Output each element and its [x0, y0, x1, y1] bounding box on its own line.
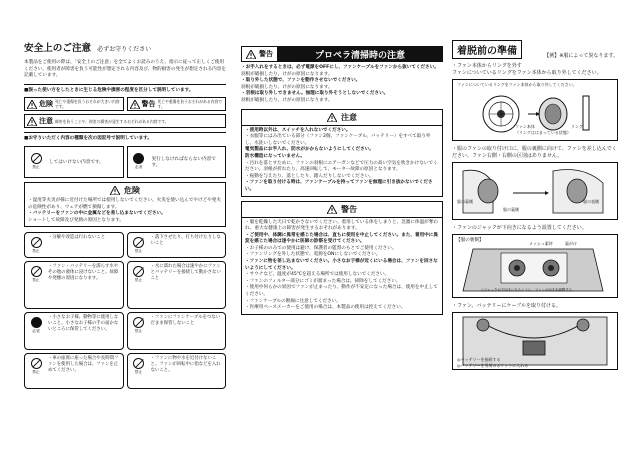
warning-line: ・ご使用中、体調に異常を感じた場合は、直ちに使用を中止してください。また、着用中に異変を感じた場合は速やかに医師の診察を受けてください。	[245, 232, 438, 245]
must-icon: 必須	[130, 153, 148, 170]
warn-line: ・お手入れをするときは、必ず電源をOFFにし、ファンケーブルをファンから抜いてください。	[241, 65, 439, 70]
jack-figure	[452, 234, 618, 298]
caution-box-title: 注意	[242, 110, 442, 126]
prep-title: 着脱前の準備	[452, 40, 522, 59]
warning-line: ・ファンのフィルター部分にゴミが溜まった場合は、掃除をしてください。	[245, 278, 401, 284]
prohibit-icon: 禁止	[27, 358, 45, 375]
fig-caption: リング	[571, 124, 583, 129]
warning-triangle-icon	[246, 50, 256, 59]
cable-figure	[452, 312, 618, 370]
fig-caption: 裏がけ	[565, 241, 577, 246]
rule-cell: 禁止 ・車の座席に座った場合や長時間ファンを使用した場合は、ファンを止めてください。	[24, 353, 124, 389]
rules-grid	[24, 232, 226, 389]
prohibit-icon: 禁止	[27, 266, 45, 283]
step-cable: ・ファン、バッテリーにケーブルを取り付ける。	[452, 303, 562, 309]
step-ring: ・ファン本体からリングを外す ファンについているリングをファン本体から取り外してください。	[452, 63, 602, 76]
caution-box	[241, 109, 443, 197]
rule-cell: 禁止 ・分解や改造は行わないこと	[24, 232, 124, 258]
warning-line: ・ファンに物を差し込まないでください。小さなお子様が近くにいる場合は、ファンを回さないようにしてください。	[245, 259, 438, 271]
rule-cell: 禁止 ・ファンにファンケーブルをつないだまま保管しないこと	[127, 312, 227, 350]
caution-label: 注意	[39, 117, 53, 126]
warning-label: 警告	[141, 100, 156, 109]
prep-note: 【例】※服によって異なります。	[544, 53, 618, 59]
danger-box-text: ・バッテリーをファンの中に金属などを差し込まないでください。	[28, 211, 166, 217]
caution-level	[24, 114, 226, 128]
warning-triangle-icon	[327, 205, 337, 214]
propeller-column	[241, 46, 443, 315]
danger-box	[24, 182, 226, 227]
rule-cell: 禁止 ・ファンに物や水を近付けないこと。ファンが回転中に指などを入れないこと。	[127, 353, 227, 389]
safety-intro: 本製品をご使用の際は、「安全上のご注意」を全てよくお読みのうえ、指示に従って正しくご使用ください。使用者が障害を負う可能性が想定される内容及び、物的損害の発生が想定される内容を記載しています。	[24, 60, 226, 79]
fig-caption: （リングははまっている状態）	[515, 130, 571, 135]
rule-cell: 禁止 ・水に濡れた場合は速やかにファンとバッテリーを接続して動かさないこと	[127, 261, 227, 309]
danger-label: 危険	[39, 100, 53, 109]
danger-box-title: 危険	[25, 183, 225, 198]
warn-line: 羽根が破損したり、けがの原因になります。	[241, 71, 333, 77]
fig-caption: 服の裏側	[503, 207, 519, 212]
warning-line: ・サウナなど、温度が45℃を超える場所では使用しないでください。	[245, 272, 390, 278]
symbol-heading: ■お守りいただく内容の種類を次の図記号で説明しています。	[24, 136, 153, 142]
symbol-row	[24, 146, 226, 178]
divider	[24, 84, 226, 85]
caution-line: ・使用時以外は、スイッチを入れないでください。	[245, 127, 351, 133]
warning-triangle-icon	[27, 100, 37, 109]
prohibit-icon: 禁止	[130, 266, 148, 283]
must-icon: 必須	[27, 317, 45, 334]
banner-warning: 警告	[242, 47, 278, 61]
danger-box-text: ショートして故障及び発熱の原因となります。	[28, 217, 125, 223]
warning-line: ・ファンリングを外した状態で、電源をONにしないでください。	[245, 252, 381, 258]
caution-line: ・振動を与えたり、落としたり、踏んだりしないでください。	[245, 173, 374, 179]
step-jack: ・ファンのジャックが下向きになるよう設置してください。	[452, 225, 587, 231]
caution-line: 防水構造になっていません。	[245, 153, 305, 159]
caution-line: 電気製品にお手入れ、防水がかからないようにしてください。	[245, 147, 374, 153]
prohibit-symbol-box	[24, 146, 124, 178]
fig-caption: ファン本体	[515, 124, 535, 129]
prohibit-icon: 禁止	[27, 237, 45, 254]
propeller-banner	[241, 46, 443, 62]
prohibit-icon: 禁止	[130, 317, 148, 334]
danger-box-text: ・湿度等火災が様に近付けた場所では使用しないでください。火災を使い込んでやけどや発火の危険性があり、ウェアが燃て損傷します。	[28, 197, 221, 210]
prep-column	[452, 40, 618, 370]
warning-triangle-icon	[327, 113, 337, 122]
fig-caption: メッシュ素材	[529, 241, 553, 246]
must-symbol-box	[127, 146, 227, 178]
rule-cell: 必須 ・小さなお子様、動物等に使用しないこと。小さなお子様の手の届かないところに保管してください。	[24, 312, 124, 350]
caution-line: ・ファンを取り付ける時は、ファンケーブルを持ってファンを無理に引き抜かないでください。	[245, 180, 433, 192]
warning-line: ・使用中何らかの原因でファンが止まったり、動作が不安定になった場合は、使用を中止してください。	[245, 285, 438, 298]
divider	[24, 132, 226, 133]
rule-cell: 禁止 ・落下させたり、打ち付けたりしないこと	[127, 232, 227, 258]
prohibit-icon: 禁止	[130, 237, 148, 254]
warning-level	[127, 97, 227, 111]
hazard-level-heading: ■誤った使い方をしたときに生じる危険や損害の程度を区分して説明しています。	[24, 87, 194, 93]
fig-caption: ○ジャックが下向きになるように、ファンの向きを調整する。	[481, 288, 576, 292]
warn-line: 羽根が破損したり、けがの原因になります。	[241, 97, 333, 103]
danger-level	[24, 97, 124, 111]
prohibit-icon: 禁止	[130, 358, 148, 375]
prohibit-icon: 禁止	[27, 153, 45, 170]
warning-desc: 死亡や重傷を負うおそれがある内容です。	[157, 99, 223, 110]
prohibit-text: してはいけない内容です。	[49, 159, 104, 165]
banner-title: プロペラ清掃時の注意	[278, 47, 442, 61]
safety-subtitle: 必ずお守りください	[97, 46, 152, 53]
caution-line: ・汚れを落とすために、ファンの羽根にエアーガンなどで圧力の高い空気を吹きかけないでください。羽根が折れたり、高速回転して、モーター故障の原因となります。	[245, 160, 438, 173]
fig-caption: ◎バッテリーを接続する	[457, 357, 501, 362]
warning-triangle-icon	[130, 100, 140, 109]
hazard-row	[24, 97, 226, 111]
caution-desc: 障害を負うことや、財産の損害が発生するおそれがある内容です。	[55, 118, 169, 124]
rule-cell: 禁止 ・ファン・バッテリーを濡らす水やその他の液体に浸けないこと。故障や発煙の原因になります。	[24, 261, 124, 309]
must-text: 実行しなければならない内容です。	[151, 156, 216, 168]
insert-figure	[452, 162, 618, 220]
fig-caption: 服の裏側	[457, 199, 473, 204]
warning-line: ・お子様ののみでの使用は避け、保護者の監督のもとでご使用ください。	[245, 245, 397, 251]
caution-line: ・衣服等にはみ出ている部分（ファン2個、ファンケーブル、バッテリー）をすべて取り外し、水洗いしないでください。	[245, 134, 431, 146]
safety-column	[24, 40, 226, 389]
hazard-row	[24, 114, 226, 128]
fig-caption: ◎バッテリーを専用のポケットに入れる	[457, 363, 529, 368]
danger-desc: 死亡や重傷を負うおそれが大きい内容です。	[55, 99, 120, 110]
warning-box-title: 警告	[242, 202, 442, 218]
warning-triangle-icon	[110, 186, 120, 195]
warning-line: ・医療用ペースメーカーをご使用の場合は、本製品の使用は控えてください。	[245, 305, 406, 311]
warn-line: ・羽根は取り外しできません。無理に取り外そうとしないでください。	[241, 91, 389, 97]
warn-line: ・取り外した状態で、ファンを動作させないでください。	[241, 78, 361, 84]
warning-line: ・ファンケーブルの断線に注意してください。	[245, 298, 341, 304]
warning-triangle-icon	[27, 117, 37, 126]
warn-line: 羽根が破損したり、けがの原因になります。	[241, 84, 333, 90]
prep-header	[452, 40, 618, 59]
fig-label: 【服の裏側】	[456, 238, 484, 243]
ring-figure	[452, 79, 618, 141]
warning-line: ・服を乾燥した天日で乾かさないでください。着用している体をしまうと、急激に体温が奪われ、重大な健康上の障害が発生するおそれがあります。	[245, 219, 438, 232]
safety-title: 安全上のご注意 必ずお守りください	[24, 43, 152, 54]
fig-caption: 服の表側	[583, 199, 599, 204]
fig-caption: ファンについているリングをファン本体から取り外してください。	[457, 82, 577, 87]
warning-box	[241, 201, 443, 315]
step-insert: ・服のファンの取り付け口に、服の裏側に向けて、ファンを差し込んでください。ファン右側・右側の区別はありません。	[452, 146, 617, 159]
fan-insert-illustration	[453, 163, 617, 219]
